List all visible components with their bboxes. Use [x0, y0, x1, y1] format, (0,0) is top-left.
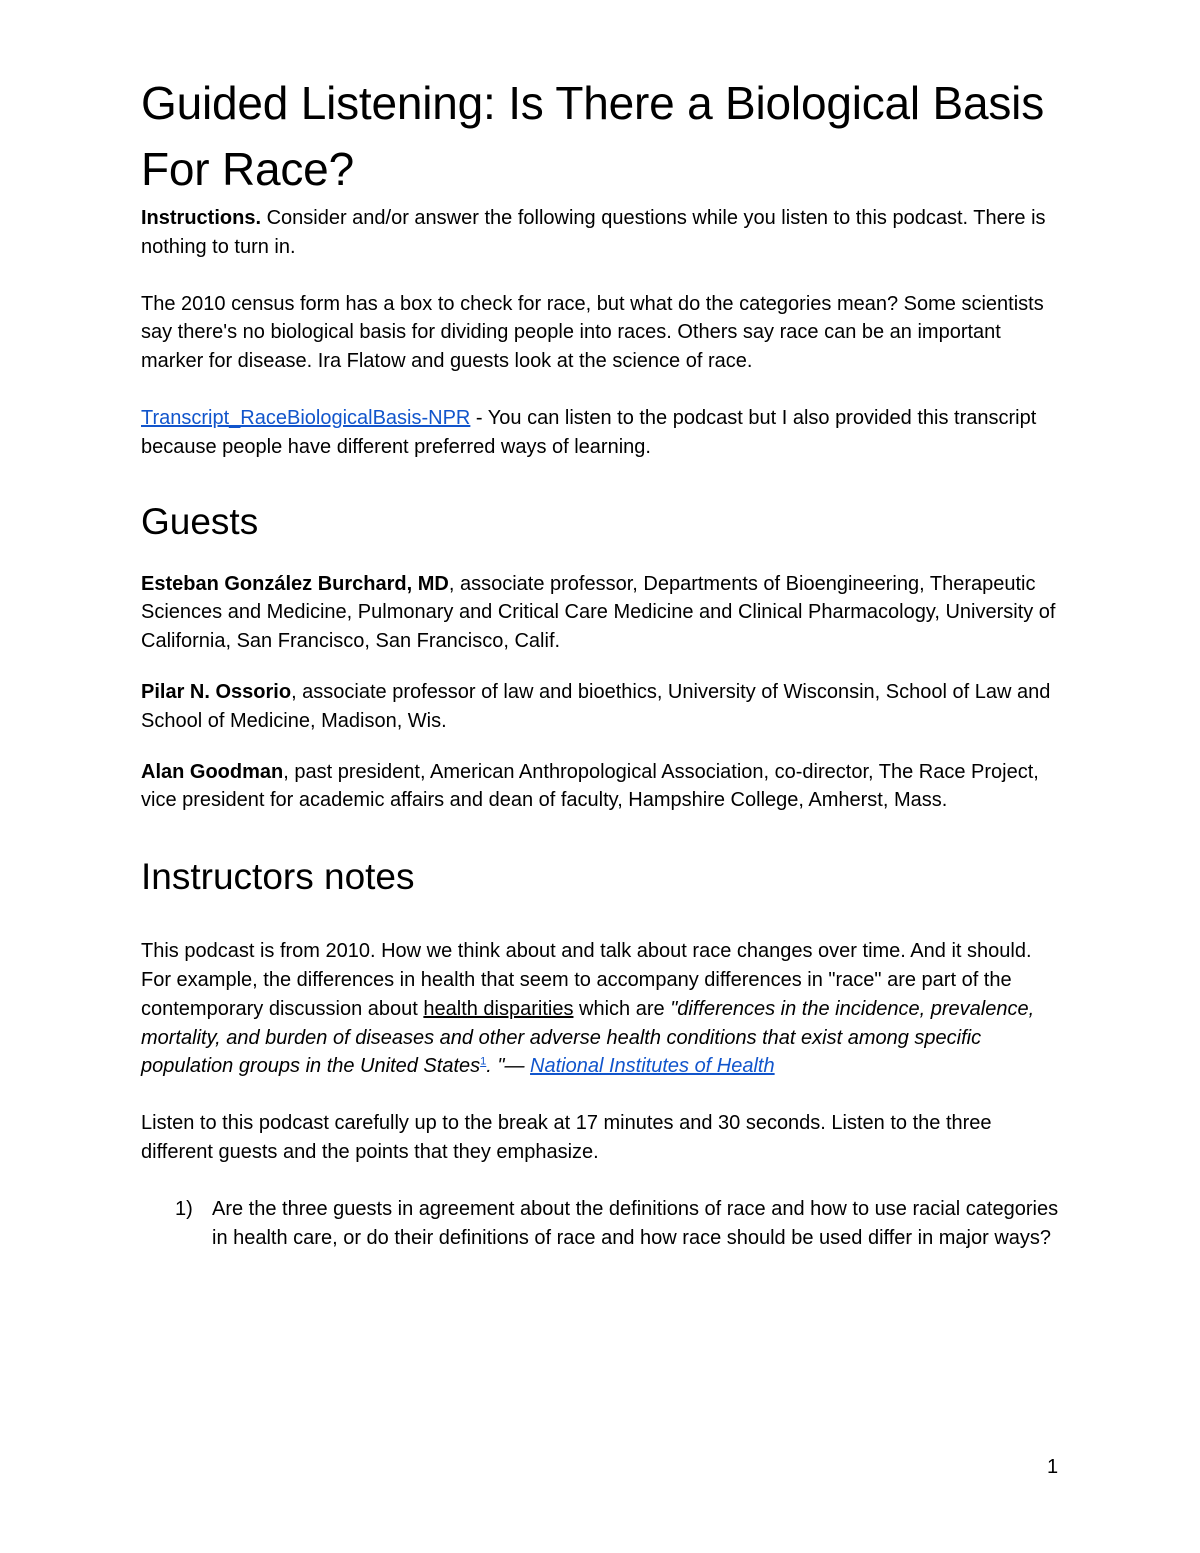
- guest-desc: , past president, American Anthropological Association, co-director, The Race Project, vice president for academic affairs and dean of faculty, Hampshire College, Amherst, Mass.: [141, 760, 1039, 812]
- instructors-notes-heading: Instructors notes: [141, 856, 415, 898]
- notes-text: This podcast is from 2010. How we think about and talk about race changes over time. And it should. For example, the differences in health that seem to accompany differences in "race" are part of the contemporary discussion about: [141, 940, 1032, 1020]
- instructions-text: Consider and/or answer the following questions while you listen to this podcast. There is nothing to turn in.: [141, 207, 1046, 258]
- transcript-link[interactable]: Transcript_RaceBiologicalBasis-NPR: [141, 406, 471, 429]
- notes-text: . "—: [486, 1055, 531, 1078]
- question-list: [141, 1195, 1061, 1253]
- instructions-label: Instructions.: [141, 207, 262, 229]
- guest-desc: , associate professor, Departments of Bioengineering, Therapeutic Sciences and Medicine, Pulmonary and Critical Care Medicine and Clinical Pharmacology, University of California, San Francisco, San Francisco, Calif.: [141, 572, 1056, 653]
- question-number: 1): [175, 1197, 193, 1220]
- document-page: [141, 70, 1061, 1252]
- health-disparities-term: health disparities: [423, 997, 574, 1020]
- nih-quote: "differences in the incidence, prevalence, mortality, and burden of diseases and other adverse health conditions that exist among specific population groups in the United States: [141, 997, 1035, 1078]
- list-item: [141, 1195, 1061, 1253]
- guest-item: [141, 678, 1061, 736]
- instructions-paragraph: [141, 204, 1061, 262]
- guests-heading: Guests: [141, 500, 259, 542]
- transcript-text: - You can listen to the podcast but I also provided this transcript because people have different preferred ways of learning.: [141, 406, 1037, 458]
- notes-paragraph: [141, 937, 1061, 1081]
- notes-text: which are: [573, 997, 671, 1020]
- guest-item: [141, 570, 1061, 656]
- intro-paragraph: The 2010 census form has a box to check for race, but what do the categories mean? Some scientists say there's no biological basis for dividing people into races. Others say race can be an important marker for disease. Ira Flatow and guests look at the science of race.: [141, 292, 1044, 373]
- transcript-paragraph: [141, 404, 1061, 462]
- listen-paragraph: Listen to this podcast carefully up to the break at 17 minutes and 30 seconds. Listen to the three different guests and the points that they emphasize.: [141, 1112, 992, 1163]
- guest-name: Alan Goodman: [141, 760, 284, 783]
- guest-name: Pilar N. Ossorio: [141, 680, 292, 703]
- question-text: Are the three guests in agreement about the definitions of race and how to use racial categories in health care, or do their definitions of race and how race should be used differ in major ways?: [212, 1197, 1059, 1249]
- document-title: Guided Listening: Is There a Biological Basis For Race?: [141, 77, 1045, 195]
- nih-link[interactable]: National Institutes of Health: [530, 1055, 775, 1078]
- guest-name: Esteban González Burchard, MD: [141, 572, 449, 595]
- page-number: 1: [1047, 1456, 1059, 1478]
- guest-item: [141, 758, 1061, 816]
- guest-desc: , associate professor of law and bioethics, University of Wisconsin, School of Law and School of Medicine, Madison, Wis.: [141, 680, 1051, 732]
- footnote-link[interactable]: 1: [480, 1055, 487, 1068]
